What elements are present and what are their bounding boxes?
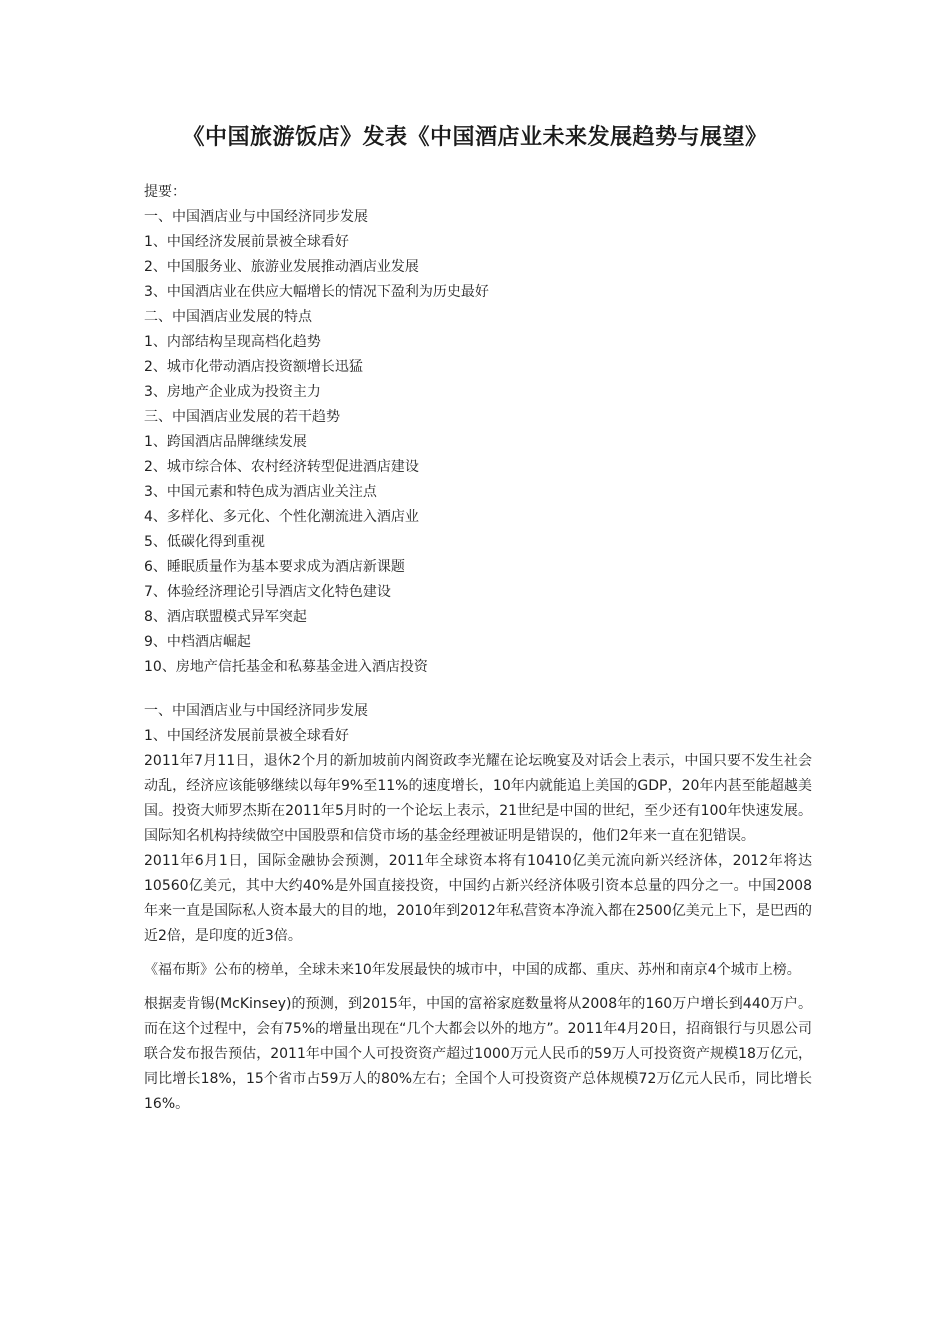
outline-list bbox=[144, 205, 812, 680]
outline-item: 8、酒店联盟模式异军突起 bbox=[144, 609, 307, 625]
outline-item: 2、中国服务业、旅游业发展推动酒店业发展 bbox=[144, 259, 419, 275]
section-heading: 一、中国酒店业与中国经济同步发展 bbox=[144, 703, 368, 719]
body-paragraph: 根据麦肯锡(McKinsey)的预测，到2015年，中国的富裕家庭数量将从2008年的160万户增长到440万户。而在这个过程中，会有75%的增量出现在“几个大都会以外的地方”。2011年4月20日，招商银行与贝恩公司联合发布报告预估，2011年中国个人可投资资产超过1000万元人民币的59万人可投资资产规模18万亿元，同比增长18%，15个省市占59万人的80%左右；全国个人可投资资产总体规模72万亿元人民币，同比增长16%。 bbox=[144, 996, 812, 1112]
outline-item: 3、房地产企业成为投资主力 bbox=[144, 384, 321, 400]
outline-item: 三、中国酒店业发展的若干趋势 bbox=[144, 409, 340, 425]
outline-item: 2、城市化带动酒店投资额增长迅猛 bbox=[144, 359, 363, 375]
outline-item: 6、睡眠质量作为基本要求成为酒店新课题 bbox=[144, 559, 405, 575]
outline-item: 7、体验经济理论引导酒店文化特色建设 bbox=[144, 584, 391, 600]
outline-item: 1、跨国酒店品牌继续发展 bbox=[144, 434, 307, 450]
outline-item: 4、多样化、多元化、个性化潮流进入酒店业 bbox=[144, 509, 419, 525]
outline-item: 1、内部结构呈现高档化趋势 bbox=[144, 334, 321, 350]
outline-item: 3、中国酒店业在供应大幅增长的情况下盈利为历史最好 bbox=[144, 284, 489, 300]
body-paragraph: 2011年6月1日，国际金融协会预测，2011年全球资本将有10410亿美元流向新兴经济体，2012年将达10560亿美元，其中大约40%是外国直接投资，中国约占新兴经济体吸引资本总量的四分之一。中国2008年来一直是国际私人资本最大的目的地，2010年到2012年私营资本净流入都在2500亿美元上下，是巴西的近2倍，是印度的近3倍。 bbox=[144, 853, 812, 944]
outline-item: 5、低碳化得到重视 bbox=[144, 534, 265, 550]
outline-item: 二、中国酒店业发展的特点 bbox=[144, 309, 312, 325]
section-divider bbox=[144, 680, 812, 699]
outline-item: 一、中国酒店业与中国经济同步发展 bbox=[144, 209, 368, 225]
subsection-heading: 1、中国经济发展前景被全球看好 bbox=[144, 728, 349, 744]
outline-item: 3、中国元素和特色成为酒店业关注点 bbox=[144, 484, 377, 500]
outline-item: 1、中国经济发展前景被全球看好 bbox=[144, 234, 349, 250]
body-paragraph: 2011年7月11日，退休2个月的新加坡前内阁资政李光耀在论坛晚宴及对话会上表示，中国只要不发生社会动乱，经济应该能够继续以每年9%至11%的速度增长，10年内就能追上美国的GDP，20年内甚至能超越美国。投资大师罗杰斯在2011年5月时的一个论坛上表示，21世纪是中国的世纪，至少还有100年快速发展。国际知名机构持续做空中国股票和信贷市场的基金经理被证明是错误的，他们2年来一直在犯错误。 bbox=[144, 753, 812, 844]
outline-item: 2、城市综合体、农村经济转型促进酒店建设 bbox=[144, 459, 419, 475]
summary-label: 提要： bbox=[144, 184, 186, 200]
body-paragraph: 《福布斯》公布的榜单，全球未来10年发展最快的城市中，中国的成都、重庆、苏州和南京4个城市上榜。 bbox=[144, 962, 801, 978]
document-title: 《中国旅游饭店》发表《中国酒店业未来发展趋势与展望》 bbox=[182, 125, 768, 150]
document-body bbox=[144, 180, 812, 1117]
outline-item: 9、中档酒店崛起 bbox=[144, 634, 251, 650]
outline-item: 10、房地产信托基金和私募基金进入酒店投资 bbox=[144, 659, 428, 675]
